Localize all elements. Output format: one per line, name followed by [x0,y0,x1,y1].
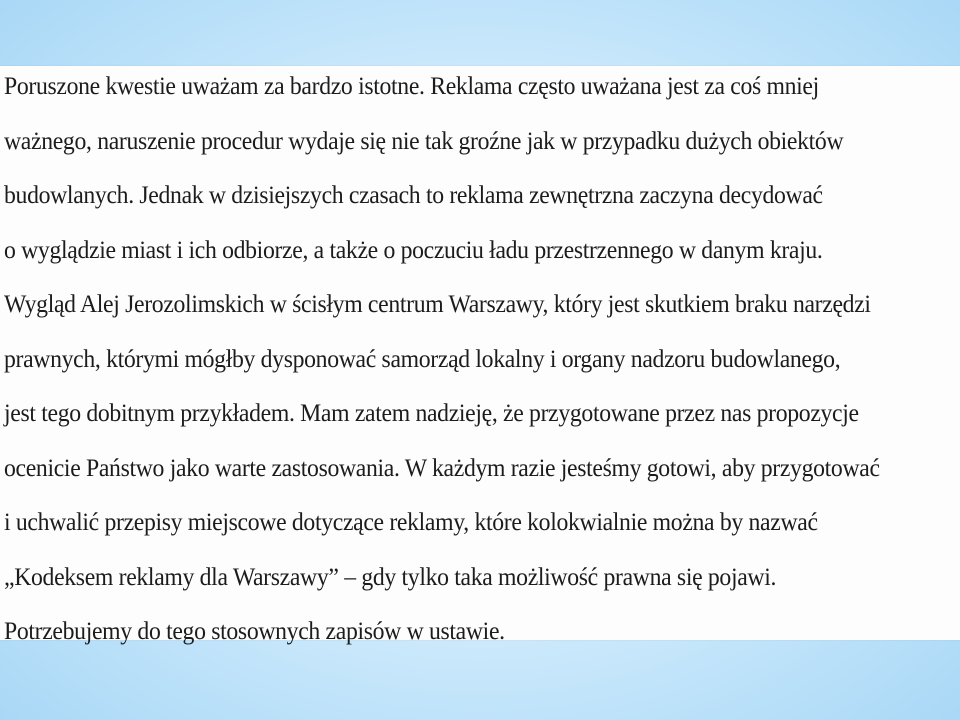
text-line-5: Wygląd Alej Jerozolimskich w ścisłym centrum Warszawy, który jest skutkiem braku narzędzi [4,289,871,318]
text-line-9: i uchwalić przepisy miejscowe dotyczące reklamy, które kolokwialnie można by nazwać [4,507,818,536]
text-line-1: Poruszone kwestie uważam za bardzo istotne. Reklama często uważana jest za coś mniej [4,71,819,100]
text-line-4: o wyglądzie miast i ich odbiorze, a także o poczuciu ładu przestrzennego w danym kraju. [4,234,823,264]
text-line-8: ocenicie Państwo jako warte zastosowania. W każdym razie jesteśmy gotowi, aby przygotować [4,452,880,482]
document-text [4,70,954,670]
text-line-11: Potrzebujemy do tego stosownych zapisów w ustawie. [4,616,505,645]
scanned-document-image [0,66,960,645]
text-line-3: budowlanych. Jednak w dzisiejszych czasach to reklama zewnętrzna zaczyna decydować [4,180,823,209]
text-line-10: „Kodeksem reklamy dla Warszawy” – gdy tylko taka możliwość prawna się pojawi. [4,561,777,591]
text-line-7: jest tego dobitnym przykładem. Mam zatem nadzieję, że przygotowane przez nas propozycje [4,398,859,427]
text-line-6: prawnych, którymi mógłby dysponować samorząd lokalny i organy nadzoru budowlanego, [4,343,841,373]
text-line-2: ważnego, naruszenie procedur wydaje się nie tak groźne jak w przypadku dużych obiektów [4,125,844,155]
